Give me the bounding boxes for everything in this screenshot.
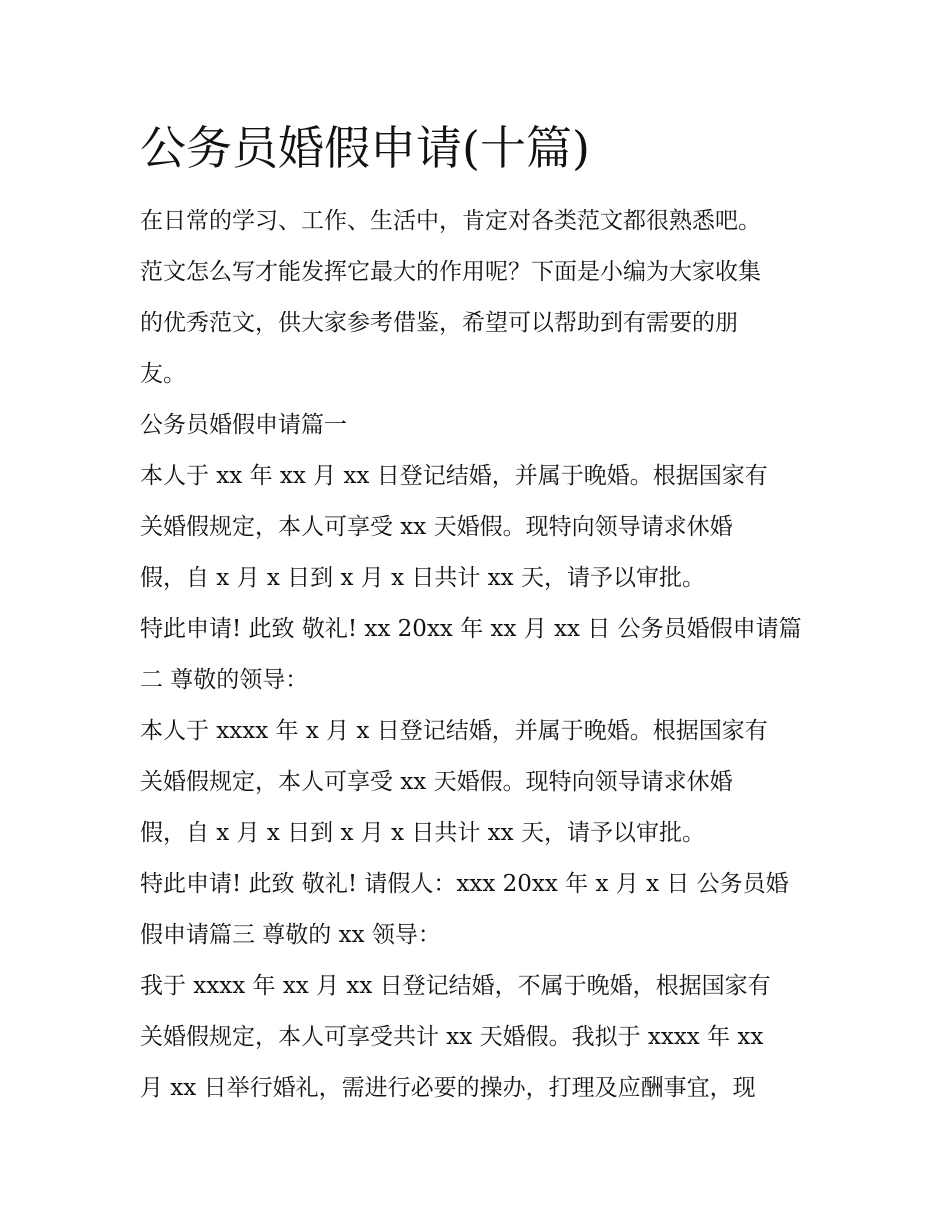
document-body xyxy=(140,196,840,1114)
section-heading-1: 公务员婚假申请篇一 xyxy=(140,412,347,438)
body-line-2: 范文怎么写才能发挥它最大的作用呢？下面是小编为大家收集 xyxy=(140,259,761,285)
body-line-7: 关婚假规定，本人可享受 xx 天婚假。现特向领导请求休婚 xyxy=(140,514,733,540)
body-line-14: 特此申请! 此致 敬礼! 请假人：xxx 20xx 年 x 月 x 日 公务员婚 xyxy=(140,871,789,897)
body-line-16: 我于 xxxx 年 xx 月 xx 日登记结婚，不属于晚婚，根据国家有 xyxy=(140,973,771,999)
body-line-10: 二 尊敬的领导： xyxy=(140,667,309,693)
body-line-18: 月 xx 日举行婚礼，需进行必要的操办，打理及应酬事宜，现 xyxy=(140,1075,756,1101)
body-line-11: 本人于 xxxx 年 x 月 x 日登记结婚，并属于晚婚。根据国家有 xyxy=(140,718,768,744)
body-line-4: 友。 xyxy=(140,361,186,387)
body-line-9: 特此申请! 此致 敬礼! xx 20xx 年 xx 月 xx 日 公务员婚假申请篇 xyxy=(140,616,802,642)
body-line-17: 关婚假规定，本人可享受共计 xx 天婚假。我拟于 xxxx 年 xx xyxy=(140,1024,764,1050)
body-line-12: 关婚假规定，本人可享受 xx 天婚假。现特向领导请求休婚 xyxy=(140,769,733,795)
body-line-15: 假申请篇三 尊敬的 xx 领导： xyxy=(140,922,441,948)
document-title: 公务员婚假申请(十篇) xyxy=(140,121,590,175)
body-line-3: 的优秀范文，供大家参考借鉴，希望可以帮助到有需要的朋 xyxy=(140,310,738,336)
body-line-13: 假，自 x 月 x 日到 x 月 x 日共计 xx 天，请予以审批。 xyxy=(140,820,705,846)
body-line-6: 本人于 xx 年 xx 月 xx 日登记结婚，并属于晚婚。根据国家有 xyxy=(140,463,768,489)
body-line-8: 假，自 x 月 x 日到 x 月 x 日共计 xx 天，请予以审批。 xyxy=(140,565,705,591)
body-line-1: 在日常的学习、工作、生活中，肯定对各类范文都很熟悉吧。 xyxy=(140,208,761,234)
